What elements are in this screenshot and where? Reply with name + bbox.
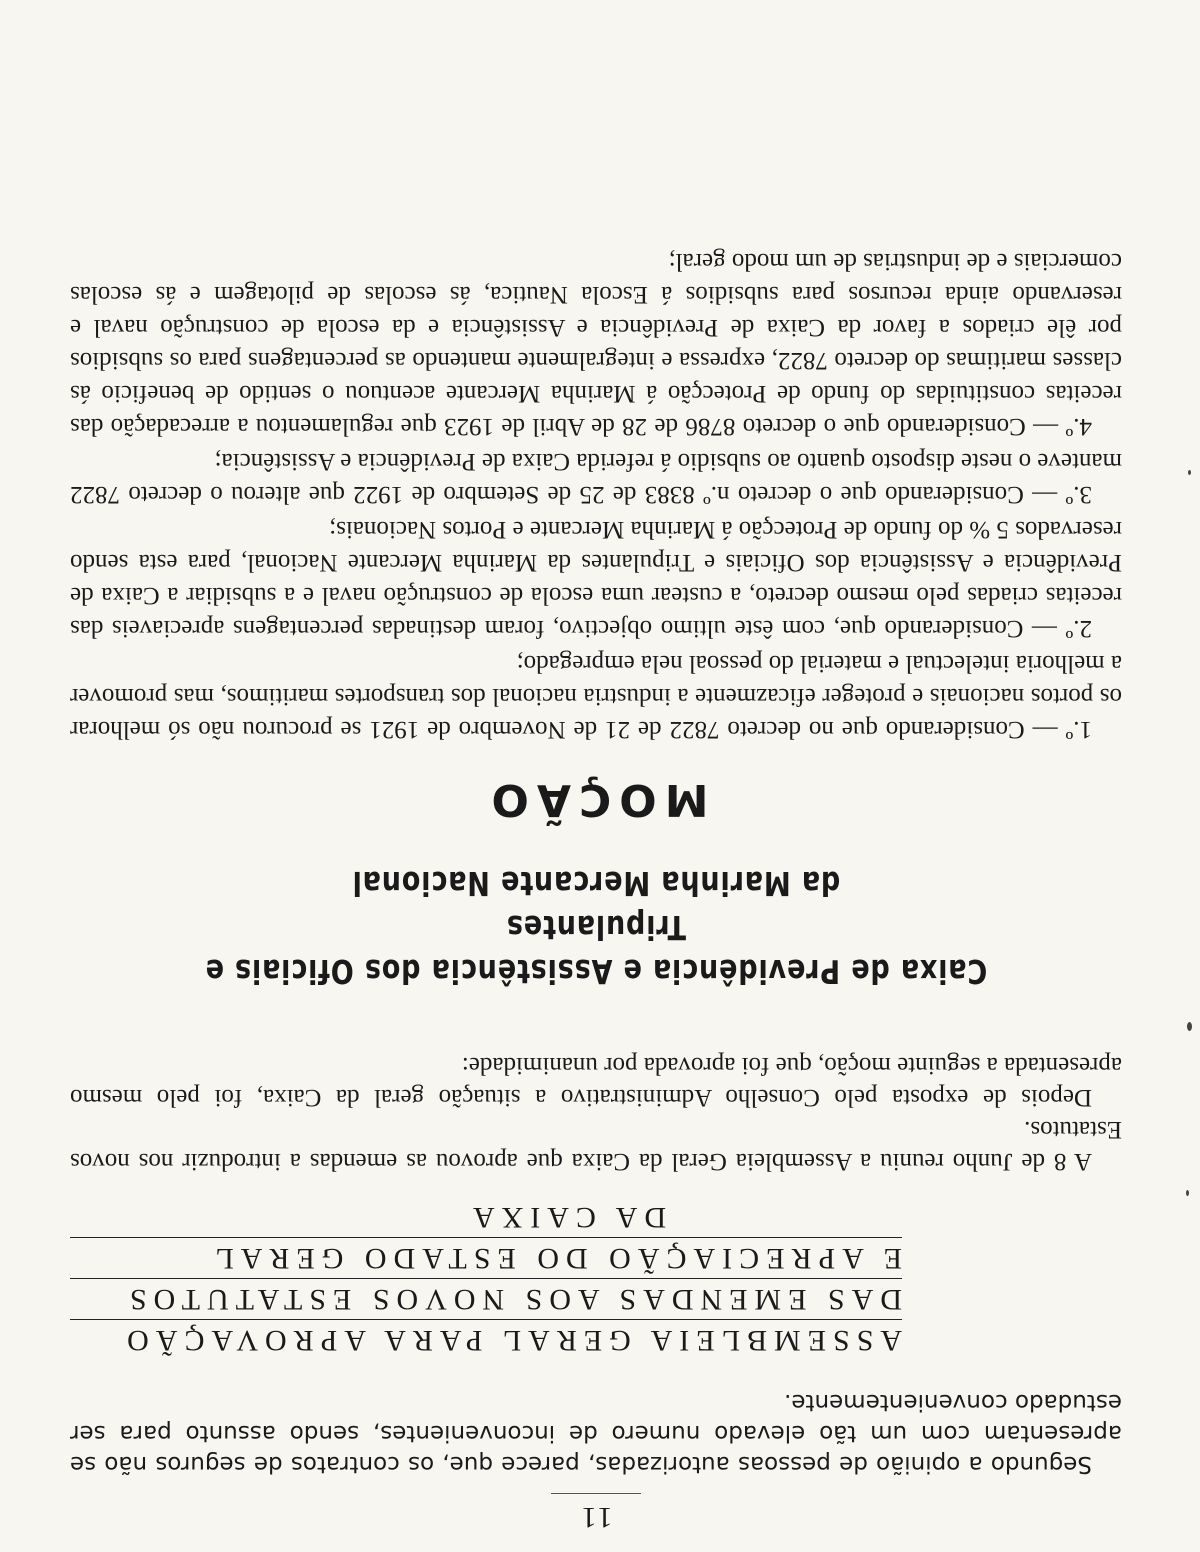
motion-items [70, 245, 1122, 746]
motion-heading: MOÇÃO [483, 774, 709, 825]
section-heading-line-1: ASSEMBLEIA GERAL PARA APROVAÇÃO [70, 1319, 902, 1360]
page-number: 11 [579, 1501, 613, 1534]
assembly-text [70, 1049, 1122, 1177]
page-number-rule [551, 1493, 641, 1494]
section-heading-line-3: E APRECIAÇÃO DO ESTADO GERAL [70, 1237, 902, 1278]
motion-item-2: 2.º — Considerando que, com êste ultimo objectivo, foram destinadas percentagens apreciaveis das receitas criadas pelo mesmo decreto, a custear uma escola de construção naval e a subsidiar a Caixa de Previdência e Assistência dos Oficiais e Tripulantes da Marinha Mercante Nacional, para esta sendo reservados 5 % do fundo de Protecção á Marinha Mercante e Portos Nacionais; [70, 516, 1122, 642]
intro-paragraph: Segundo a opinião de pessoas autorizadas, parece que, os contratos de seguros não se apresentam com um tão elevado numero de inconvenientes, sendo assunto para ser estudado convenientemente. [70, 1389, 1122, 1477]
motion-intro-paragraph: Depois de exposta pelo Conselho Administrativo a situação geral da Caixa, foi pelo mesmo apresentada a seguinte moção, que foi aprovada por unanimidade: [70, 1052, 1122, 1111]
scan-speck [1188, 470, 1191, 475]
section-heading [70, 1197, 1122, 1360]
institution-title [165, 861, 1028, 993]
institution-title-line-1: Caixa de Previdência e Assistência dos Oficiais e Tripulantes [204, 908, 988, 991]
scan-speck [1187, 1022, 1192, 1031]
motion-item-4: 4.º — Considerando que o decreto 8786 de 28 de Abril de 1923 que regulamentou a arrecadação das receitas constituidas do fundo de Protecção á Marinha Mercante acentuou o sentido de beneficio ás classes maritimas do decreto 7822, expressa e integralmente mantendo as percentagens para os subsidios por êle criados a favor da Caixa de Previdência e Assistência e da escola de construção naval e reservando ainda recursos para subsidios á Escola Nautica, ás escolas de pilotagem e ás escolas comerciais e de industrias de um modo geral; [70, 248, 1122, 440]
scan-speck [1186, 1190, 1189, 1196]
assembly-paragraph: A 8 de Junho reuniu a Assembleia Geral da Caixa que aprovou as emendas a introduzir nos novos Estatutos. [70, 1116, 1122, 1175]
section-heading-line-4: DA CAIXA [465, 1201, 667, 1234]
institution-title-line-2: da Marinha Mercante Nacional [351, 864, 841, 903]
motion-item-1: 1.º — Considerando que no decreto 7822 de 21 de Novembro de 1921 se procurou não só melhorar os portos nacionais e proteger eficazmente a industria nacional dos transportes maritimos, mas promover a melhoria intelectual e material do pessoal nela empregado; [70, 650, 1122, 743]
motion-item-3: 3.º — Considerando que o decreto n.º 8383 de 25 de Setembro de 1922 que alterou o decreto 7822 manteve o neste disposto quanto ao subsidio á referida Caixa de Previdência e Assistência; [70, 448, 1122, 508]
section-heading-line-2: DAS EMENDAS AOS NOVOS ESTATUTOS [70, 1278, 902, 1319]
